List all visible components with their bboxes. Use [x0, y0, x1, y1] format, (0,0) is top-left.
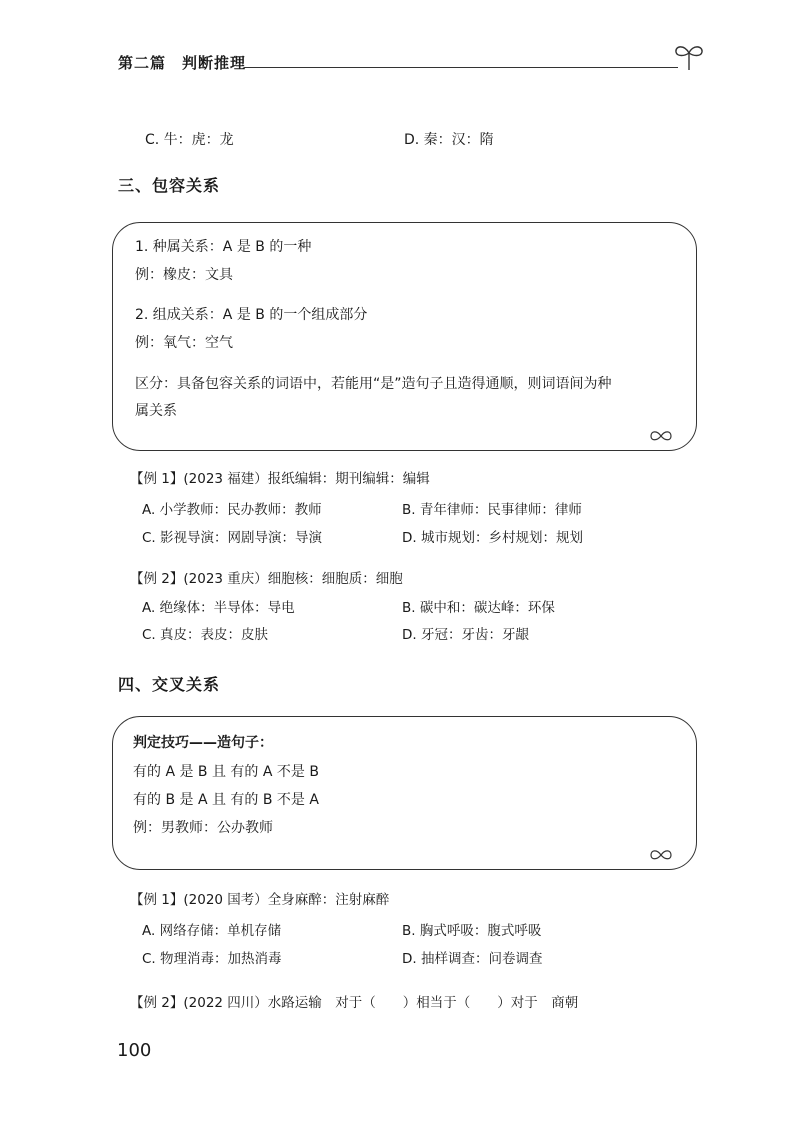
example1-option-d-intersection: D. 抽样调查：问卷调查 [402, 951, 543, 967]
section-heading-inclusion: 三、包容关系 [118, 176, 221, 195]
example2-option-b: B. 碳中和：碳达峰：环保 [402, 600, 555, 616]
box-line-rule-b: 有的 B 是 A 且 有的 B 不是 A [133, 792, 319, 808]
header-rule [244, 67, 678, 68]
box-line-species-example: 例：橡皮：文具 [135, 267, 233, 283]
example2-option-a: A. 绝缘体：半导体：导电 [142, 600, 295, 616]
option-d-top: D. 秦：汉：隋 [404, 132, 494, 148]
box-line-technique-example: 例：男教师：公办教师 [133, 820, 273, 836]
sprout-icon [672, 40, 706, 72]
section-heading-intersection: 四、交叉关系 [118, 675, 221, 694]
example2-option-d: D. 牙冠：牙齿：牙龈 [402, 627, 529, 643]
example2-stem-intersection: 【例 2】(2022 四川）水路运输 对于（ ）相当于（ ）对于 商朝 [130, 995, 579, 1011]
inclusion-info-box [112, 222, 697, 451]
example1-stem-intersection: 【例 1】(2020 国考）全身麻醉：注射麻醉 [130, 892, 390, 908]
leaf-icon [649, 848, 673, 862]
box-line-composition: 2. 组成关系：A 是 B 的一个组成部分 [135, 307, 368, 323]
example1-stem-inclusion: 【例 1】(2023 福建）报纸编辑：期刊编辑：编辑 [130, 471, 430, 487]
example1-option-c: C. 影视导演：网剧导演：导演 [142, 530, 323, 546]
example1-option-d: D. 城市规划：乡村规划：规划 [402, 530, 583, 546]
example1-option-a: A. 小学教师：民办教师：教师 [142, 502, 322, 518]
box-line-distinction-cont: 属关系 [135, 403, 177, 419]
example2-option-c: C. 真皮：表皮：皮肤 [142, 627, 269, 643]
example1-option-a-intersection: A. 网络存储：单机存储 [142, 923, 282, 939]
box-line-technique: 判定技巧——造句子： [133, 735, 273, 751]
example2-stem-inclusion: 【例 2】(2023 重庆）细胞核：细胞质：细胞 [130, 571, 403, 587]
box-line-distinction: 区分：具备包容关系的词语中，若能用“是”造句子且造得通顺，则词语间为种 [135, 376, 612, 392]
intersection-info-box [112, 716, 697, 870]
example1-option-b: B. 青年律师：民事律师：律师 [402, 502, 582, 518]
box-line-species: 1. 种属关系：A 是 B 的一种 [135, 239, 312, 255]
example1-option-c-intersection: C. 物理消毒：加热消毒 [142, 951, 282, 967]
box-line-rule-a: 有的 A 是 B 且 有的 A 不是 B [133, 764, 319, 780]
leaf-icon [649, 429, 673, 443]
option-c-top: C. 牛：虎：龙 [145, 132, 234, 148]
example1-option-b-intersection: B. 胸式呼吸：腹式呼吸 [402, 923, 542, 939]
chapter-title: 第二篇 判断推理 [118, 54, 247, 72]
page-number: 100 [117, 1040, 152, 1061]
box-line-composition-example: 例：氧气：空气 [135, 335, 233, 351]
